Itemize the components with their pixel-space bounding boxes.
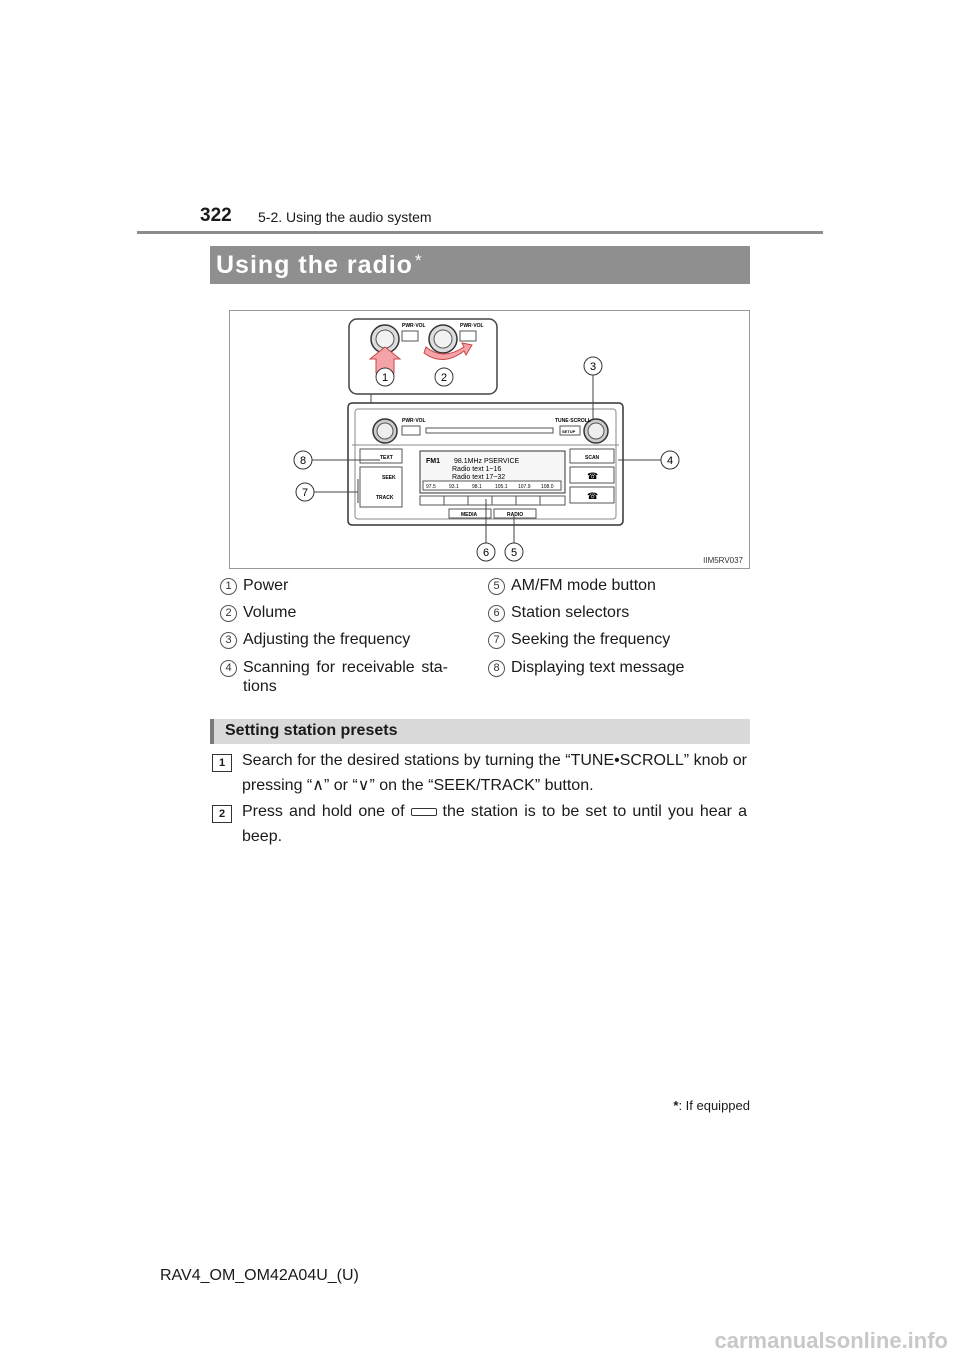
callout-8: [294, 451, 312, 469]
display-line-2: Radio text 1~16: [452, 466, 502, 473]
callout-2: [435, 368, 453, 386]
footnote: [673, 1098, 750, 1113]
svg-text:5: 5: [510, 547, 518, 559]
pwr-vol-label: PWR·VOL: [402, 418, 426, 424]
legend-num-5: 5: [488, 578, 505, 595]
phone-hangup-icon: ☎: [587, 491, 599, 501]
seek-label: SEEK: [382, 475, 396, 481]
scan-label: SCAN: [585, 455, 600, 461]
legend-num-7: 7: [488, 632, 505, 649]
step-2-text: [242, 799, 747, 849]
callout-5: [505, 543, 523, 561]
display-band: FM1: [426, 458, 440, 465]
legend-text-4: Scanning for receivable sta-tions: [243, 659, 448, 695]
tune-scroll-label: TUNE·SCROLL: [555, 418, 591, 424]
step-2-badge: 2: [212, 805, 232, 823]
legend-num-2: 2: [220, 605, 237, 622]
legend-num-3: 3: [220, 632, 237, 649]
preset-3: 98.1: [472, 484, 482, 490]
callout-3: [584, 357, 602, 375]
cd-slot: [426, 428, 553, 433]
title-asterisk: *: [414, 251, 423, 270]
phone-pickup-icon: ☎: [587, 471, 599, 481]
page-title: Using the radio *: [216, 251, 423, 279]
preset-row: [423, 481, 561, 490]
legend-num-1: 1: [220, 578, 237, 595]
page-number: 322: [200, 205, 232, 226]
document-code: RAV4_OM_OM42A04U_(U): [160, 1267, 359, 1284]
legend-text-8: Displaying text message: [511, 659, 685, 676]
text-button-label: TEXT: [380, 455, 393, 461]
preset-4: 105.1: [495, 484, 508, 490]
legend-num-6: 6: [488, 605, 505, 622]
preset-1: 97.5: [426, 484, 436, 490]
display-line-1: 98.1MHz PSERVICE: [454, 458, 520, 465]
callout-4: [661, 451, 679, 469]
legend-text-3: Adjusting the frequency: [243, 631, 411, 648]
legend-text-5: AM/FM mode button: [511, 577, 656, 594]
callout-7: [296, 483, 314, 501]
inset-pwr-label-2: PWR·VOL: [460, 323, 484, 329]
step-1-text: Search for the desired stations by turning the “TUNE•SCROLL” knob or pressing “∧” or “∨” on the “SEEK/TRACK” button.: [242, 752, 747, 794]
title-bar: [210, 246, 750, 284]
setup-label: SETUP: [562, 429, 576, 434]
header-rule: [137, 231, 823, 234]
preset-button-icon: [411, 808, 437, 816]
step-2-text-before: Press and hold one of: [242, 803, 405, 820]
legend-text-1: Power: [243, 577, 289, 594]
watermark: carmanualsonline.info: [714, 1328, 948, 1353]
media-label: MEDIA: [461, 512, 478, 518]
step-1-badge: 1: [212, 754, 232, 772]
preset-2: 93.1: [449, 484, 459, 490]
inset-box: [349, 319, 497, 394]
subsection-bar: [210, 719, 750, 744]
footnote-asterisk: *: [673, 1098, 679, 1113]
footnote-text: : If equipped: [678, 1098, 750, 1113]
figure-code: IIM5RV037: [703, 556, 743, 565]
svg-text:4: 4: [666, 455, 674, 467]
legend-text-6: Station selectors: [511, 604, 630, 621]
callout-6: [477, 543, 495, 561]
subsection-title: Setting station presets: [225, 722, 398, 739]
preset-6: 108.0: [541, 484, 554, 490]
svg-text:3: 3: [589, 361, 597, 373]
svg-text:1: 1: [381, 372, 389, 384]
radio-figure: [229, 310, 750, 569]
callout-1: [376, 368, 394, 386]
svg-text:2: 2: [440, 372, 448, 384]
svg-text:6: 6: [482, 547, 490, 559]
legend-num-4: 4: [220, 660, 237, 677]
legend-text-7: Seeking the frequency: [511, 631, 671, 648]
svg-text:8: 8: [299, 455, 307, 467]
svg-text:7: 7: [301, 487, 309, 499]
section-title: 5-2. Using the audio system: [258, 209, 432, 225]
legend-num-8: 8: [488, 660, 505, 677]
step-2-text-after: the station is to be set to until you hear a beep.: [242, 803, 747, 845]
radio-illustration: [230, 311, 749, 568]
inset-pwr-label-1: PWR·VOL: [402, 323, 426, 329]
legend-text-2: Volume: [243, 604, 297, 621]
track-label: TRACK: [376, 495, 394, 501]
preset-5: 107.9: [518, 484, 531, 490]
display-line-3: Radio text 17~32: [452, 474, 506, 481]
radio-label: RADIO: [507, 512, 524, 518]
